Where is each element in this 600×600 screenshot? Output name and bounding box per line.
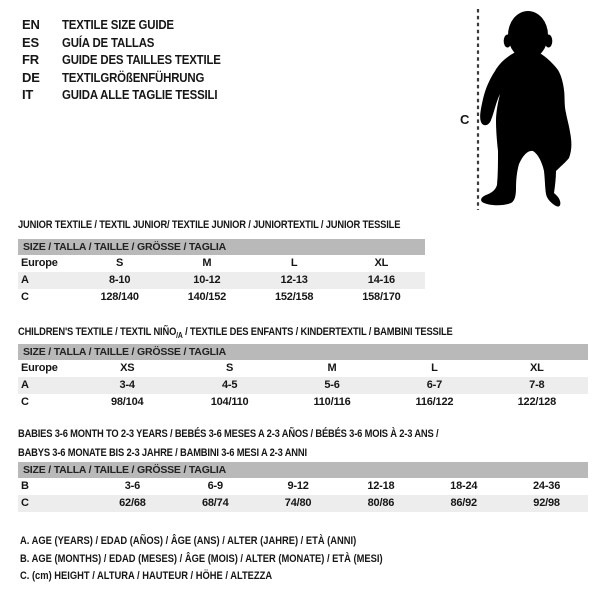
baby-silhouette (480, 11, 571, 207)
cell: 12-18 (367, 480, 395, 492)
cell: 5-6 (324, 379, 340, 391)
cell: B (21, 480, 29, 492)
cell: 3-4 (119, 379, 135, 391)
cell: 10-12 (193, 274, 221, 286)
language-code: ES (22, 34, 39, 50)
cell: 104/110 (210, 396, 249, 408)
baby-silhouette-illustration (450, 4, 600, 216)
cell: 12-13 (280, 274, 308, 286)
children-table-title: CHILDREN'S TEXTILE / TEXTIL $NIÑO_{/A}$ / TEXTILE DES ENFANTS / KINDERTEXTIL / BAMBINI TESSILE (18, 326, 453, 341)
cell: 6-9 (207, 480, 223, 492)
footnote-b: B. AGE (MONTHS) / EDAD (MESES) / ÂGE (MOIS) / ALTER (MONATE) / ETÀ (MESI) (20, 552, 383, 565)
language-code: FR (22, 52, 39, 67)
junior-table-title: JUNIOR TEXTILE / TEXTIL JUNIOR/ TEXTILE JUNIOR / JUNIORTEXTIL / JUNIOR TESSILE (18, 219, 401, 231)
size-header-bar: SIZE / TALLA / TAILLE / GRÖSSE / TAGLIA (18, 239, 425, 255)
language-code: EN (22, 17, 40, 32)
cell: 7-8 (529, 379, 545, 391)
language-row-es (22, 34, 242, 52)
language-row-en (22, 16, 242, 34)
cell: 152/158 (274, 291, 314, 303)
cell: 92/98 (533, 497, 560, 509)
table-row (18, 360, 588, 377)
language-code: IT (22, 87, 34, 102)
cell: Europe (21, 257, 58, 269)
cell: 74/80 (284, 497, 312, 509)
cell: L (290, 257, 298, 269)
table-row (18, 478, 588, 495)
language-label: GUÍA DE TALLAS (62, 34, 155, 50)
cell: 9-12 (287, 480, 309, 492)
language-code: DE (22, 69, 40, 85)
cell: XL (530, 362, 544, 374)
cell: 140/152 (187, 291, 227, 303)
cell: 18-24 (450, 480, 478, 492)
table-row (18, 495, 588, 512)
cell: 68/74 (201, 497, 229, 509)
language-row-fr (22, 51, 242, 69)
cell: 128/140 (100, 291, 139, 303)
table-row (18, 377, 588, 394)
cell: L (431, 362, 438, 374)
cell: S (226, 362, 234, 374)
cell: 6-7 (426, 379, 443, 391)
cell: 116/122 (415, 396, 454, 408)
children-table (18, 344, 588, 411)
cell: 86/92 (450, 497, 477, 509)
cell: M (327, 362, 337, 374)
cell: 122/128 (517, 396, 557, 408)
cell: 8-10 (109, 274, 131, 286)
table-row (18, 272, 425, 289)
cell: 158/170 (362, 291, 401, 303)
footnotes (20, 533, 447, 586)
table-row (18, 289, 425, 306)
cell: C (21, 396, 29, 408)
cell: 62/68 (119, 497, 146, 509)
footnote-a: A. AGE (YEARS) / EDAD (AÑOS) / ÂGE (ANS) / ALTER (JAHRE) / ETÀ (ANNI) (20, 535, 357, 547)
cell: C (21, 497, 29, 509)
table-row (18, 255, 425, 272)
language-label: TEXTILE SIZE GUIDE (62, 17, 174, 32)
language-list (22, 16, 242, 104)
babies-table-title: BABIES 3-6 MONTH TO 2-3 YEARS / BEBÉS 3-6 MESES A 2-3 AÑOS / BÉBÉS 3-6 MOIS À 2-3 ANS / BABYS 3-6 MONATE BIS 2-3 JAHRE / BAMBINI 3-6 MESI A 2-3 ANNI (18, 428, 439, 459)
cell: Europe (21, 362, 58, 374)
cell: XL (374, 257, 389, 269)
cell: XS (120, 362, 135, 374)
cell: 110/116 (313, 396, 351, 408)
junior-table (18, 239, 425, 306)
language-label: TEXTILGRÖßENFÜHRUNG (62, 69, 205, 85)
table-row (18, 394, 588, 411)
language-label: GUIDA ALLE TAGLIE TESSILI (62, 87, 218, 102)
cell: 14-16 (367, 274, 395, 286)
cell: S (116, 257, 124, 269)
cell: 24-36 (532, 480, 561, 492)
babies-table (18, 462, 588, 512)
size-header-bar: SIZE / TALLA / TAILLE / GRÖSSE / TAGLIA (18, 462, 588, 478)
size-figure (450, 4, 600, 216)
cell: C (21, 291, 29, 303)
cell: 4-5 (221, 379, 238, 391)
size-header-bar: SIZE / TALLA / TAILLE / GRÖSSE / TAGLIA (18, 344, 588, 360)
cell: 3-6 (124, 480, 141, 492)
nino-a-subscript: /A (176, 331, 183, 341)
cell: M (202, 257, 212, 269)
footnote-c: C. (cm) HEIGHT / ALTURA / HAUTEUR / HÖHE / ALTEZZA (20, 570, 273, 582)
language-row-de (22, 69, 242, 87)
cell: 98/104 (110, 396, 144, 408)
height-label-c: C (460, 112, 470, 127)
language-label: GUIDE DES TAILLES TEXTILE (62, 52, 221, 67)
cell: 80/86 (367, 497, 395, 509)
cell: A (21, 274, 29, 286)
cell: A (21, 379, 29, 391)
language-row-it (22, 86, 242, 104)
